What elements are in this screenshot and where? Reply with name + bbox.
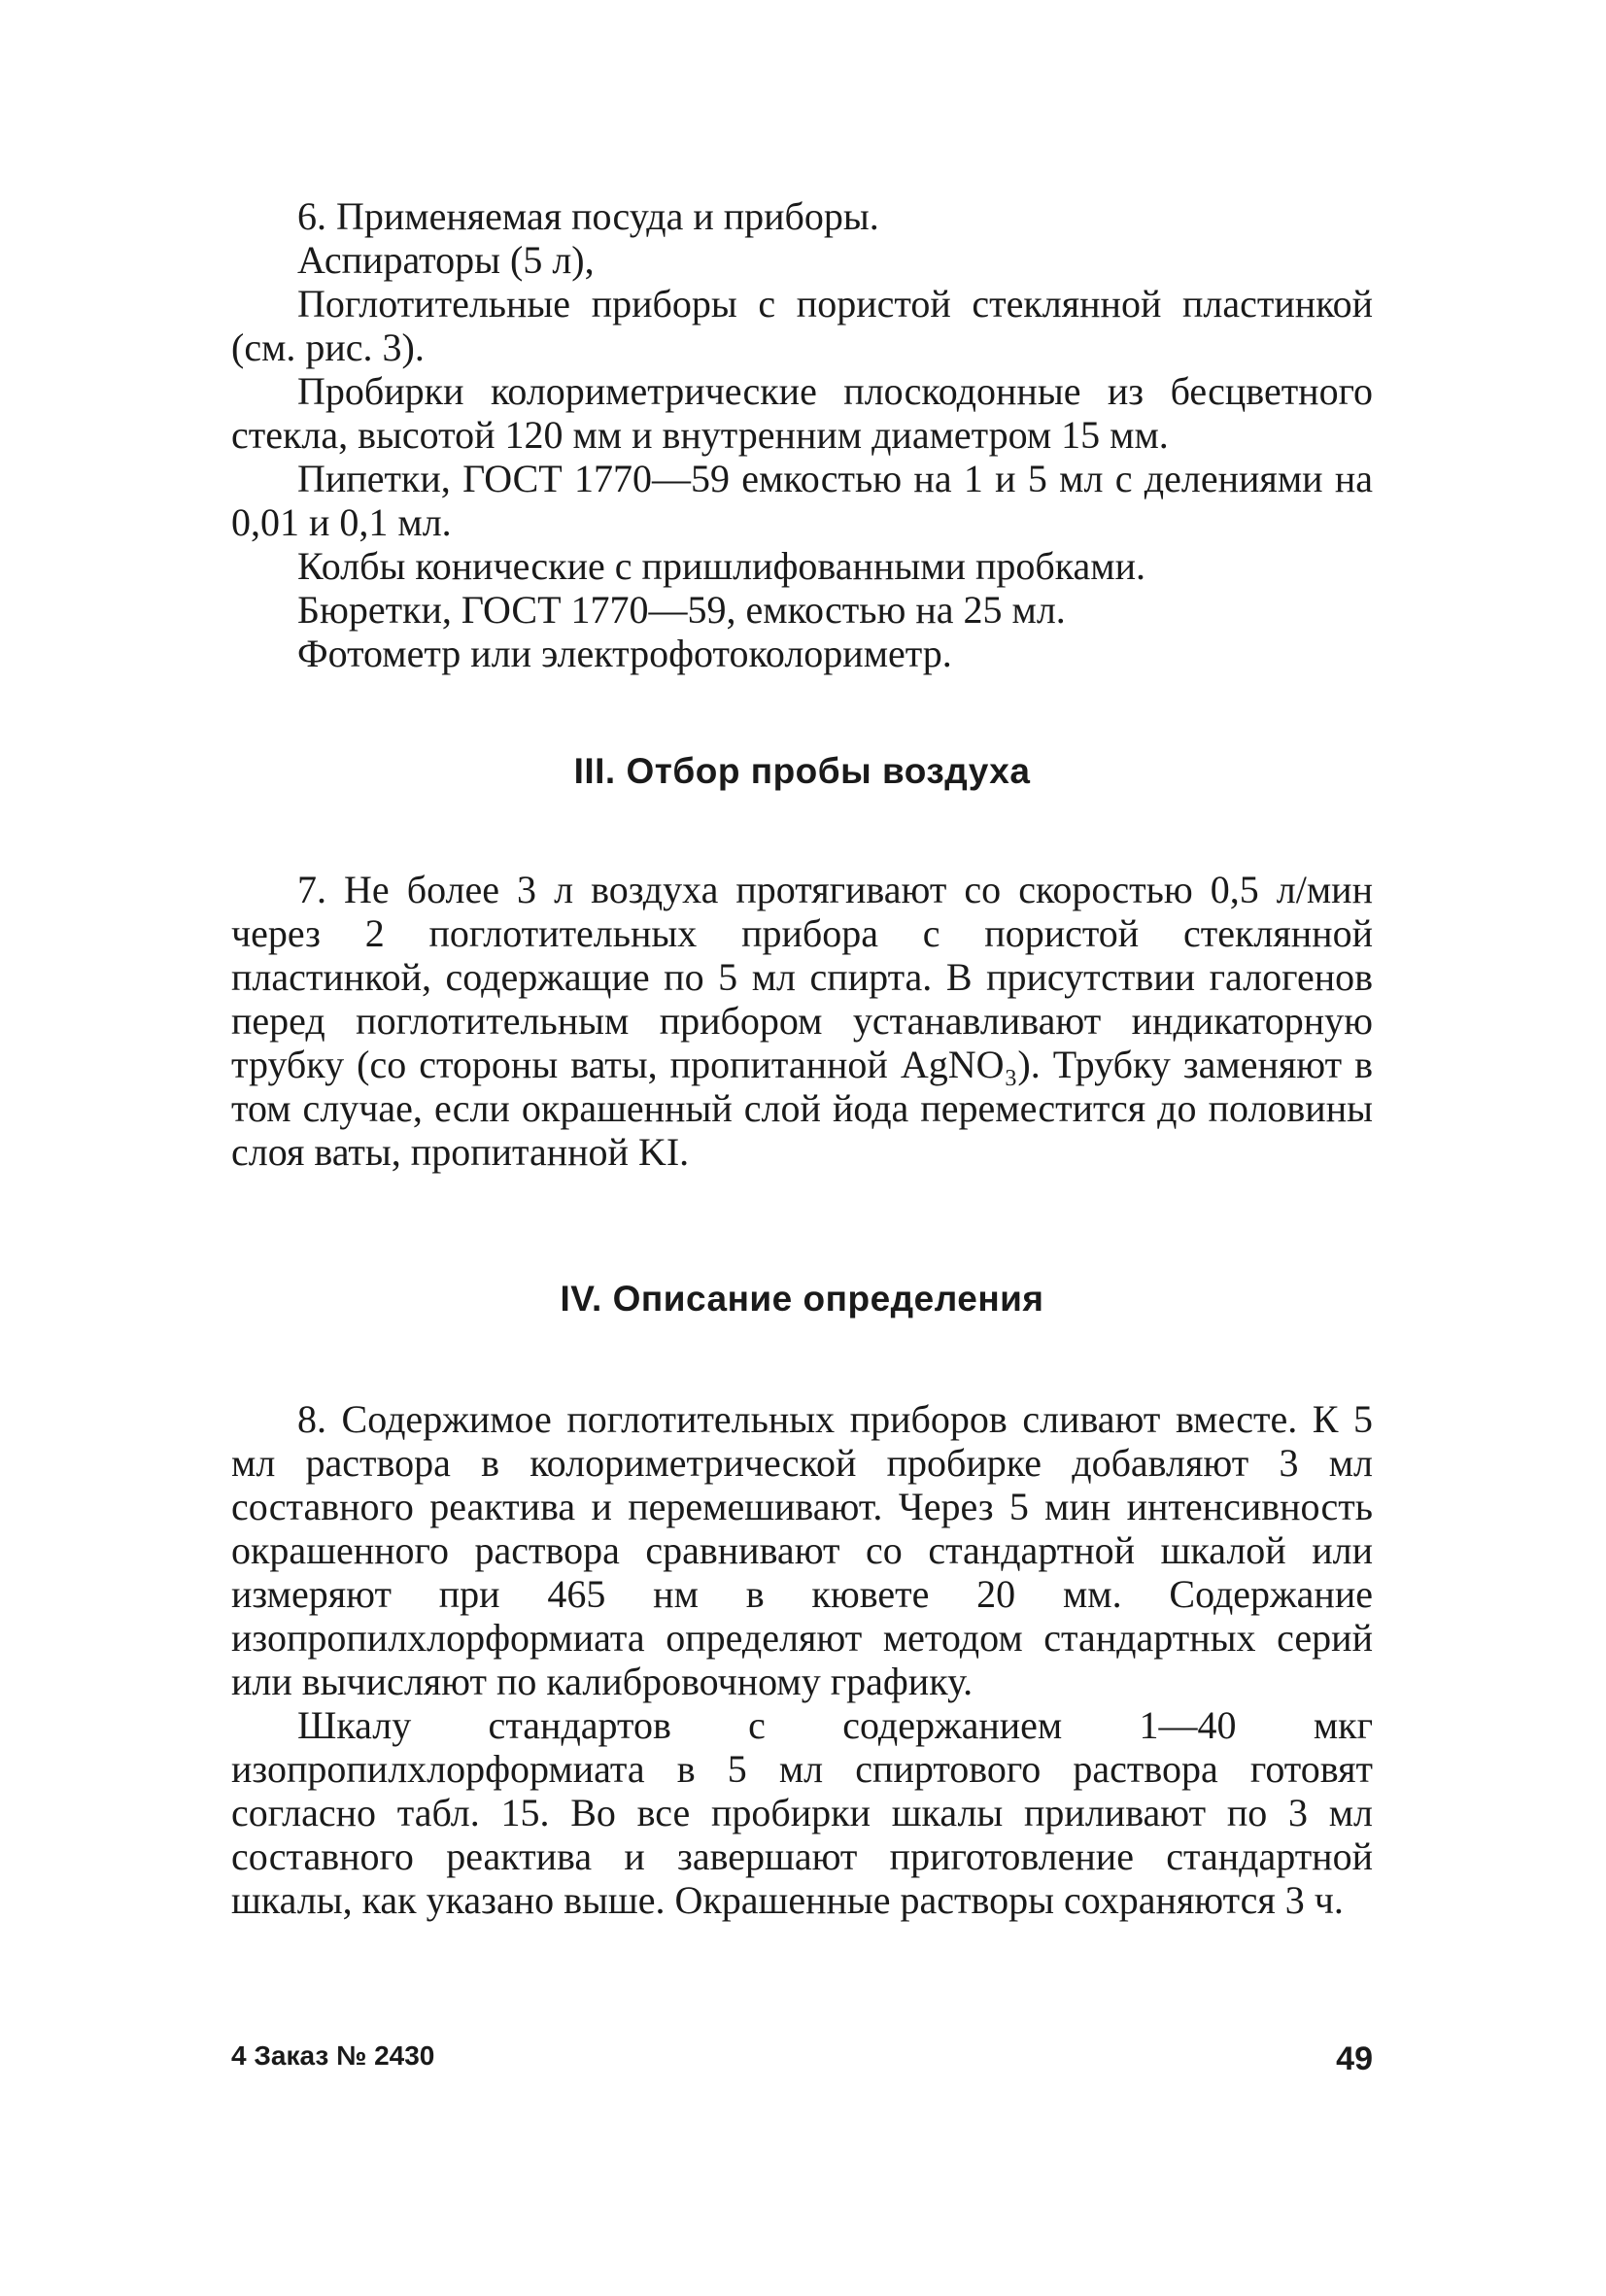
order-number: 4 Заказ № 2430 (231, 2040, 435, 2071)
section-equipment (231, 194, 1373, 675)
paragraph: Колбы конические с пришлифованными пробками. (297, 544, 1146, 588)
section-air-sampling (231, 868, 1373, 1174)
paragraph: Пипетки, ГОСТ 1770—59 емкостью на 1 и 5 мл с делениями на 0,01 и 0,1 мл. (231, 457, 1373, 544)
paragraph: Поглотительные приборы с пористой стеклянной пластинкой (см. рис. 3). (231, 282, 1373, 369)
section-heading-determination: IV. Описание определения (560, 1279, 1044, 1319)
section-determination (231, 1397, 1373, 1922)
paragraph: 8. Содержимое поглотительных приборов сливают вместе. К 5 мл раствора в колориметрической пробирке добавляют 3 мл составного реактива и перемешивают. Через 5 мин интенсивность окрашенного раствора сравнивают со стандартной шкалой или измеряют при 465 нм в кювете 20 мм. Содержание изопропилхлорформиата определяют методом стандартных серий или вычисляют по калибровочному графику. (231, 1397, 1373, 1703)
page-number: 49 (1336, 2040, 1373, 2077)
paragraph: Аспираторы (5 л), (297, 238, 595, 282)
paragraph: Бюретки, ГОСТ 1770—59, емкостью на 25 мл. (297, 588, 1066, 632)
paragraph: Фотометр или электрофотоколориметр. (297, 632, 952, 675)
paragraph: Шкалу стандартов с содержанием 1—40 мкг изопропилхлорформиата в 5 мл спиртового раствора готовят согласно табл. 15. Во все пробирки шкалы приливают по 3 мл составного реактива и завершают приготовление стандартной шкалы, как указано выше. Окрашенные растворы сохраняются 3 ч. (231, 1703, 1373, 1922)
paragraph: 7. Не более 3 л воздуха протягивают со скоростью 0,5 л/мин через 2 поглотительных прибора с пористой стеклянной пластинкой, содержащие по 5 мл спирта. В присутствии галогенов перед поглотительным прибором устанавливают индикаторную трубку (со стороны ваты, пропитанной AgNO₃). Трубку заменяют в том случае, если окрашенный слой йода переместится до половины слоя ваты, пропитанной KI. (231, 868, 1373, 1174)
paragraph: Пробирки колориметрические плоскодонные из бесцветного стекла, высотой 120 мм и внутренним диаметром 15 мм. (231, 369, 1373, 457)
paragraph: 6. Применяемая посуда и приборы. (297, 194, 879, 238)
page-footer (231, 2040, 1373, 2078)
section-heading-air-sampling: III. Отбор пробы воздуха (573, 751, 1031, 791)
